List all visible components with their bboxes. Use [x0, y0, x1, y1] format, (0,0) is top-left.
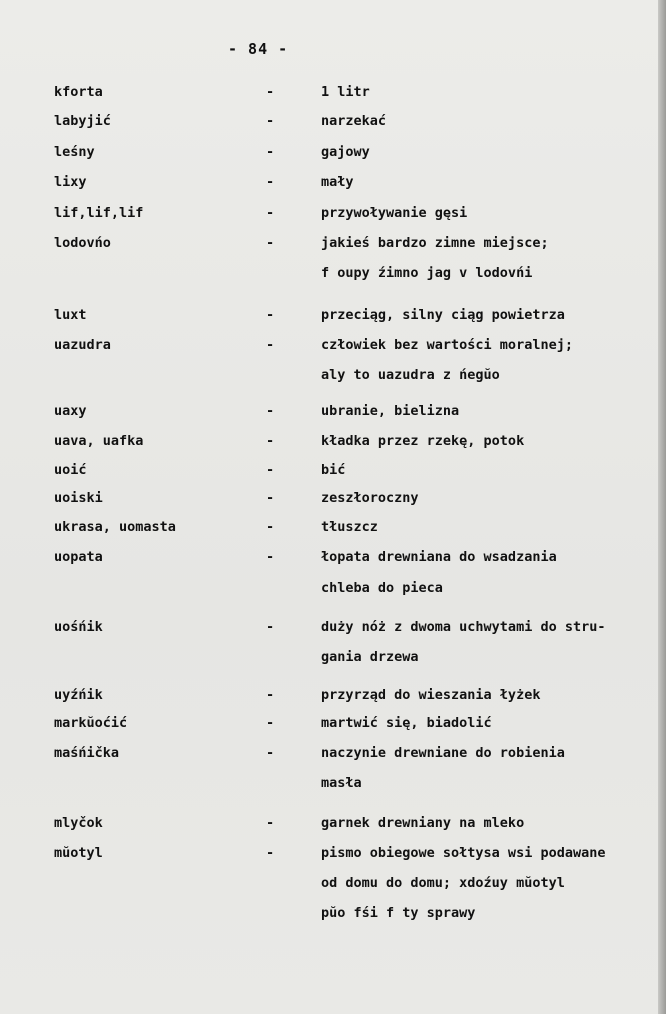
entry-dash: - [266, 845, 275, 861]
entry-definition: pismo obiegowe sołtysa wsi podawane [321, 845, 606, 861]
entry-definition-continuation: od domu do domu; xdoźuy mŭotyl [321, 875, 565, 891]
entry-dash: - [266, 403, 275, 419]
entry-term: luxt [54, 307, 87, 323]
entry-definition: 1 litr [321, 84, 370, 100]
entry-term: maśńička [54, 745, 120, 761]
page-number: - 84 - [228, 40, 289, 58]
entry-dash: - [266, 307, 275, 323]
entry-dash: - [266, 337, 275, 353]
entry-definition: mały [321, 174, 354, 190]
entry-dash: - [266, 815, 275, 831]
entry-definition-continuation: aly to uazudra z ńegŭo [321, 367, 500, 383]
entry-term: uoiski [54, 490, 103, 506]
entry-definition: bić [321, 462, 346, 478]
entry-dash: - [266, 619, 275, 635]
entry-definition: przywoływanie gęsi [321, 205, 468, 221]
entry-dash: - [266, 519, 275, 535]
entry-definition: jakieś bardzo zimne miejsce; [321, 235, 549, 251]
entry-dash: - [266, 205, 275, 221]
entry-definition-continuation: gania drzewa [321, 649, 419, 665]
entry-definition: łopata drewniana do wsadzania [321, 549, 557, 565]
entry-dash: - [266, 235, 275, 251]
entry-term: ukrasa, uomasta [54, 519, 176, 535]
entry-dash: - [266, 549, 275, 565]
entry-definition: garnek drewniany na mleko [321, 815, 525, 831]
entry-dash: - [266, 462, 275, 478]
entry-definition: naczynie drewniane do robienia [321, 745, 565, 761]
entry-dash: - [266, 113, 275, 129]
entry-definition: tłuszcz [321, 519, 378, 535]
entry-term: lixy [54, 174, 87, 190]
entry-term: uośńik [54, 619, 103, 635]
entry-dash: - [266, 490, 275, 506]
entry-definition: martwić się, biadolić [321, 715, 492, 731]
entry-definition-continuation: f oupy źimno jag v lodovńi [321, 265, 533, 281]
entry-term: labyjić [54, 113, 111, 129]
entry-dash: - [266, 174, 275, 190]
entry-term: mŭotyl [54, 845, 103, 861]
entry-definition: kładka przez rzekę, potok [321, 433, 525, 449]
entry-term: uaxy [54, 403, 87, 419]
entry-term: mlyčok [54, 815, 103, 831]
entry-dash: - [266, 433, 275, 449]
entry-term: lif,lif,lif [54, 205, 144, 221]
entry-definition: człowiek bez wartości moralnej; [321, 337, 573, 353]
entry-dash: - [266, 745, 275, 761]
entry-term: uazudra [54, 337, 111, 353]
entry-definition: gajowy [321, 144, 370, 160]
entry-definition: narzekać [321, 113, 387, 129]
entry-definition-continuation: pŭo fśi f ty sprawy [321, 905, 476, 921]
entry-definition-continuation: masła [321, 775, 362, 791]
entry-dash: - [266, 144, 275, 160]
page-edge-shadow [658, 0, 666, 1014]
entry-definition: ubranie, bielizna [321, 403, 460, 419]
entry-term: lodovńo [54, 235, 111, 251]
entry-definition: duży nóż z dwoma uchwytami do stru- [321, 619, 606, 635]
entry-definition: przeciąg, silny ciąg powietrza [321, 307, 565, 323]
entry-term: uopata [54, 549, 103, 565]
entry-dash: - [266, 715, 275, 731]
entry-dash: - [266, 84, 275, 100]
entry-definition: zeszłoroczny [321, 490, 419, 506]
entry-dash: - [266, 687, 275, 703]
entry-definition-continuation: chleba do pieca [321, 580, 443, 596]
entry-term: uoić [54, 462, 87, 478]
entry-definition: przyrząd do wieszania łyżek [321, 687, 541, 703]
entry-term: kforta [54, 84, 103, 100]
entry-term: uyźńik [54, 687, 103, 703]
entry-term: uava, uafka [54, 433, 144, 449]
entry-term: markŭoćić [54, 715, 128, 731]
entry-term: leśny [54, 144, 95, 160]
